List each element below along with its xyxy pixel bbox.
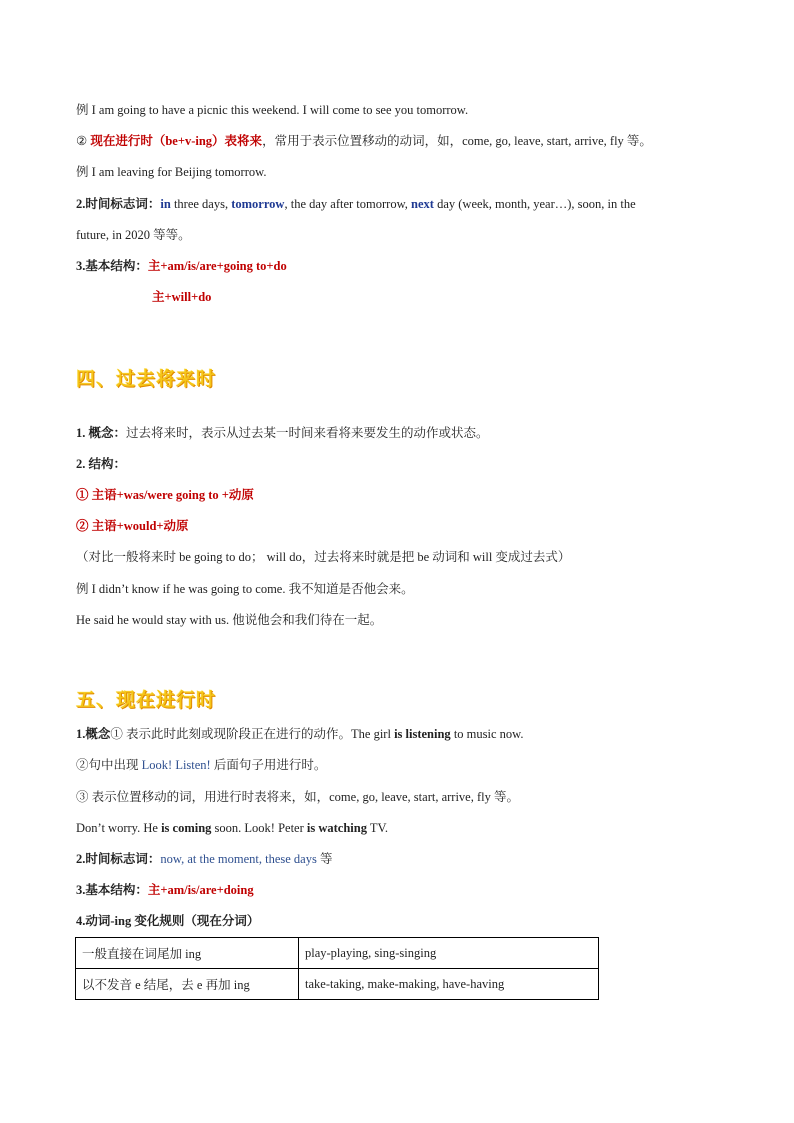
bold-verb: is coming bbox=[161, 821, 212, 835]
table-cell: take-taking, make-making, have-having bbox=[299, 969, 599, 1000]
label: 概念： bbox=[88, 426, 127, 440]
compare-note: （对比一般将来时 be going to do； will do，过去将来时就是把 be 动词和 will 变成过去式） bbox=[76, 550, 571, 564]
rule-item-2 bbox=[76, 133, 652, 149]
form-1: ① 主语+was/were going to +动原 bbox=[76, 488, 254, 502]
time-title: 2.时间标志词： bbox=[76, 852, 161, 866]
table-row bbox=[76, 969, 599, 1000]
label: 1.概念 bbox=[76, 727, 111, 741]
struct-formula: 主+am/is/are+doing bbox=[147, 883, 254, 897]
form-2: ② 主语+would+动原 bbox=[76, 519, 189, 533]
bold-verb: is watching bbox=[306, 821, 367, 835]
time-markers-cont: future, in 2020 等等。 bbox=[76, 228, 191, 242]
concept-line bbox=[76, 726, 523, 742]
structure-line bbox=[76, 882, 254, 898]
num: 1. bbox=[76, 426, 89, 440]
section-heading: 五、现在进行时 bbox=[76, 689, 217, 711]
text: 后面句子用进行时。 bbox=[210, 758, 327, 772]
text: ②句中出现 bbox=[76, 758, 142, 772]
table-cell: play-playing, sing-singing bbox=[299, 938, 599, 969]
table-row bbox=[76, 938, 599, 969]
struct-title: 3.基本结构： bbox=[76, 259, 148, 273]
section-heading: 四、过去将来时 bbox=[76, 368, 217, 390]
concept-line-3: ③ 表示位置移动的词，用进行时表将来，如，come, go, leave, start, arrive, fly 等。 bbox=[76, 790, 519, 804]
example-line: He said he would stay with us. 他说他会和我们待在一起。 bbox=[76, 613, 383, 627]
time-markers bbox=[76, 851, 332, 867]
keyword: tomorrow bbox=[231, 197, 285, 211]
struct-formula: 主+will+do bbox=[152, 290, 212, 304]
label: 结构： bbox=[88, 457, 127, 471]
num: 2. bbox=[76, 457, 89, 471]
rule-bold: 现在进行时（be+v-ing）表将来 bbox=[90, 134, 263, 148]
table-cell: 一般直接在词尾加 ing bbox=[76, 938, 299, 969]
time-markers bbox=[76, 196, 636, 212]
example-line bbox=[76, 820, 388, 836]
ing-rules-title: 4.动词-ing 变化规则（现在分词） bbox=[76, 914, 260, 928]
text: to music now. bbox=[450, 727, 524, 741]
structure-label-line bbox=[76, 456, 126, 472]
time-title: 2.时间标志词： bbox=[76, 197, 161, 211]
text: soon. Look! Peter bbox=[211, 821, 307, 835]
text: , the day after tomorrow, bbox=[284, 197, 412, 211]
text: three days, bbox=[170, 197, 232, 211]
text: Don’t worry. He bbox=[76, 821, 162, 835]
keyword: in bbox=[160, 197, 171, 211]
ing-rules-table bbox=[75, 937, 599, 1000]
struct-title: 3.基本结构： bbox=[76, 883, 148, 897]
text: TV. bbox=[366, 821, 389, 835]
concept-line bbox=[76, 425, 489, 441]
text: ① 表示此时此刻或现阶段正在进行的动作。The girl bbox=[110, 727, 395, 741]
table-cell: 以不发音 e 结尾，去 e 再加 ing bbox=[76, 969, 299, 1000]
struct-formula: 主+am/is/are+going to+do bbox=[147, 259, 287, 273]
example-line: 例 I am going to have a picnic this weekend. I will come to see you tomorrow. bbox=[76, 103, 469, 117]
text: day (week, month, year…), soon, in the bbox=[433, 197, 636, 211]
keyword: now, at the moment, these days bbox=[160, 852, 317, 866]
rule-text: ，常用于表示位置移动的动词，如，come, go, leave, start, arrive, fly 等。 bbox=[262, 134, 652, 148]
concept-line-2 bbox=[76, 757, 326, 773]
keyword: Look! Listen! bbox=[141, 758, 211, 772]
example-line: 例 I didn’t know if he was going to come. 我不知道是否他会来。 bbox=[76, 582, 414, 596]
text: 等 bbox=[316, 852, 333, 866]
structure-line bbox=[76, 258, 287, 274]
text: 过去将来时，表示从过去某一时间来看将来要发生的动作或状态。 bbox=[126, 426, 489, 440]
rule-num: ② bbox=[76, 134, 91, 148]
bold-verb: is listening bbox=[394, 727, 451, 741]
keyword: next bbox=[411, 197, 434, 211]
example-line: 例 I am leaving for Beijing tomorrow. bbox=[76, 165, 267, 179]
